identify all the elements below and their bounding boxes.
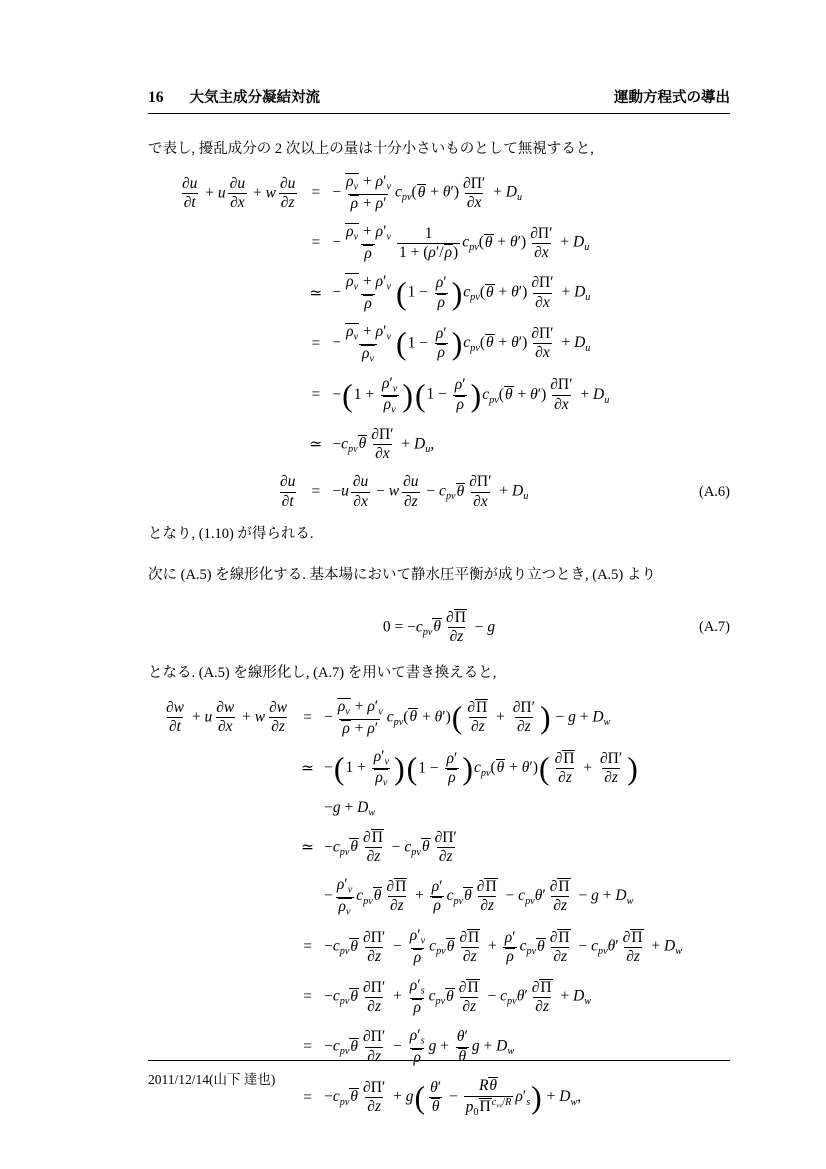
equation-rhs: −u $\frac{\partial u}{\partial x}$ − w $\frac{\partial u}{\partial z}$ − $c_{pv}\theta$ $\frac{\partial\Pi'}{\partial x}$ + $D_u$ — [332, 473, 529, 510]
equation-rhs: − $\frac{\rho_v + \rho'_v}{\rho}$ $\frac{1}{1 + (\rho'/\rho)}$ $c_{pv}(\theta + \theta')$ $\frac{\partial\Pi'}{\partial x}$ + $D_u$ — [332, 223, 590, 263]
equation-relation: ≃ — [309, 284, 323, 302]
equation-relation: ≃ — [301, 838, 315, 856]
equation-rhs: $-c_{pv}\theta$ $\frac{\partial\Pi'}{\partial z}$ + $\frac{\rho'_s}{\rho}$ $c_{pv}\theta$ $\frac{\partial\Pi}{\partial z}$ − $c_{pv}\theta'$ $\frac{\partial\Pi}{\partial z}$ + $D_w$ — [324, 977, 592, 1017]
equation-lhs: $\frac{\partial u}{\partial t}$ + u $\frac{\partial u}{\partial x}$ + w $\frac{\partial u}{\partial z}$ — [182, 174, 296, 211]
equation-rhs: $-c_{pv}\theta$ $\frac{\partial\Pi'}{\partial z}$ + g ( $\frac{\theta'}{\theta}$ − Rθ $p_0\Pi^{c_{vv}/R}$ $\rho'_s$ ) + $D_w$, — [324, 1077, 582, 1118]
equation-rhs: − $\frac{\rho_v + \rho'_v}{\rho + \rho'}$ $c_{pv}(\theta + \theta')$ ( $\frac{\partial\Pi}{\partial z}$ + $\frac{\partial\Pi'}{\partial z}$ ) − $g + D_w$ — [324, 697, 611, 737]
equation-block-2 — [148, 698, 730, 1119]
page-content — [148, 86, 730, 1124]
page-header — [148, 86, 730, 114]
equation-rhs: − ( 1 + $\frac{\rho'_v}{\rho_v}$ ) ( 1 − $\frac{\rho'}{\rho}$ ) $c_{pv}(\theta + \theta')$ ( $\frac{\partial\Pi}{\partial z}$ + $\frac{\partial\Pi'}{\partial z}$ ) — [324, 747, 638, 789]
equation-relation: = — [311, 483, 321, 501]
paragraph-intro: で表し, 擾乱成分の 2 次以上の量は十分小さいものとして無視すると, — [148, 141, 594, 157]
paragraph-next: 次に (A.5) を線形化する. 基本場において静水圧平衡が成り立つとき, (A.5) より — [148, 567, 656, 584]
equation-a7-body: $0 = -c_{pv}\theta$ $\frac{\partial\Pi}{\partial z}$ − g — [382, 608, 496, 646]
equation-lhs: $\frac{\partial w}{\partial t}$ + u $\frac{\partial w}{\partial x}$ + w $\frac{\partial w}{\partial z}$ — [166, 699, 288, 736]
equation-rhs: − $\frac{\rho'_v}{\rho_v}$ $c_{pv}\theta$ $\frac{\partial\Pi}{\partial z}$ + $\frac{\rho'}{\rho}$ $c_{pv}\theta$ $\frac{\partial\Pi}{\partial z}$ − $c_{pv}\theta'$ $\frac{\partial\Pi}{\partial z}$ − $g + D_w$ — [324, 876, 634, 918]
header-title-left: 大気主成分凝結対流 — [189, 90, 320, 106]
equation-relation: = — [311, 334, 321, 352]
equation-relation: = — [311, 386, 321, 404]
equation-rhs: − $\frac{\rho_v + \rho'_v}{\rho}$ ( 1 − $\frac{\rho'}{\rho}$ ) $c_{pv}(\theta + \theta')$ $\frac{\partial\Pi'}{\partial x}$ + $D_u$ — [332, 273, 591, 312]
equation-relation: = — [303, 938, 312, 956]
equation-a7-tag: (A.7) — [698, 619, 730, 636]
equation-rhs: $-c_{pv}\theta$ $\frac{\partial\Pi'}{\partial x}$ + $D_u$, — [332, 425, 435, 463]
equation-a7 — [148, 609, 730, 647]
page-footer — [148, 1060, 730, 1088]
equation-relation: = — [303, 988, 312, 1006]
equation-rhs: $-g + D_w$ — [324, 799, 376, 819]
equation-rhs: − $\frac{\rho_v + \rho'_v}{\rho_v}$ ( 1 − $\frac{\rho'}{\rho}$ ) $c_{pv}(\theta + \theta')$ $\frac{\partial\Pi'}{\partial x}$ + $D_u$ — [332, 323, 591, 365]
equation-rhs: $-c_{pv}\theta$ $\frac{\partial\Pi'}{\partial z}$ − $\frac{\rho'_v}{\rho}$ $c_{pv}\theta$ $\frac{\partial\Pi}{\partial z}$ + $\frac{\rho'}{\rho}$ $c_{pv}\theta$ $\frac{\partial\Pi}{\partial z}$ − $c_{pv}\theta'$ $\frac{\partial\Pi}{\partial z}$ + $D_w$ — [324, 927, 683, 967]
equation-block-1 — [148, 173, 730, 510]
equation-relation: = — [311, 184, 321, 202]
page-number: 16 — [148, 89, 164, 106]
equation-relation: ≃ — [301, 759, 315, 777]
equation-tag: (A.6) — [698, 483, 730, 500]
equation-relation: = — [303, 1038, 312, 1056]
equation-relation: = — [303, 1088, 312, 1106]
paragraph-result: となり, (1.10) が得られる. — [148, 525, 314, 542]
paragraph-rewrite: となる. (A.5) を線形化し, (A.7) を用いて書き換えると, — [148, 665, 497, 682]
equation-lhs: $\frac{\partial u}{\partial t}$ — [279, 473, 296, 510]
equation-rhs: − $\frac{\rho_v + \rho'_v}{\rho + \rho'}$ $c_{pv}(\theta + \theta')$ $\frac{\partial\Pi'}{\partial x}$ + $D_u$ — [332, 173, 523, 213]
equation-relation: = — [311, 234, 321, 252]
equation-relation: = — [303, 708, 312, 726]
equation-rhs: $-c_{pv}\theta$ $\frac{\partial\Pi}{\partial z}$ − $c_{pv}\theta$ $\frac{\partial\Pi'}{\partial z}$ — [324, 828, 457, 865]
equation-relation: ≃ — [309, 436, 323, 454]
equation-rhs: − ( 1 + $\frac{\rho'_v}{\rho_v}$ ) ( 1 − $\frac{\rho'}{\rho}$ ) $c_{pv}(\theta + \theta')$ $\frac{\partial\Pi'}{\partial x}$ + $D_u$ — [332, 374, 610, 416]
header-title-right: 運動方程式の導出 — [614, 90, 730, 106]
footer-text: 2011/12/14(山下 達也) — [148, 1072, 276, 1087]
equation-rhs: $-c_{pv}\theta$ $\frac{\partial\Pi'}{\partial z}$ − $\frac{\rho'_s}{\rho}$ g + $\frac{\theta'}{\theta}$ $g + D_w$ — [324, 1027, 515, 1066]
